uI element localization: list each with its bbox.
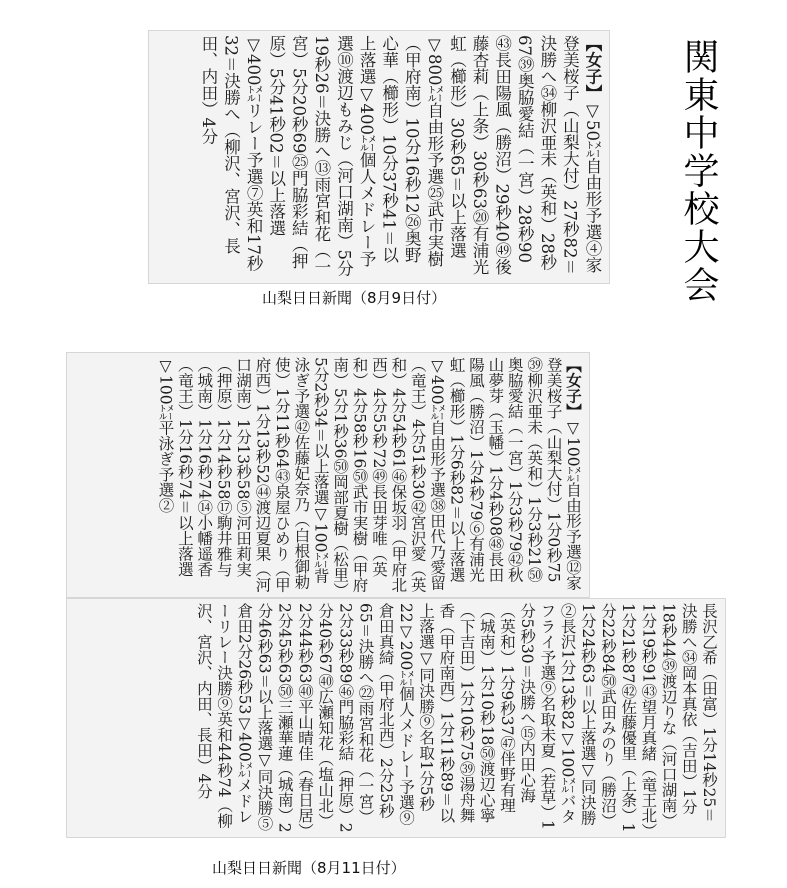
- results-text: ▽50㍍自由形予選④家登美桜子（山梨大付）27秒82＝決勝へ㉞柳沢亜未（英和）28秒67㊴奥脇愛結（一宮）28秒90㊸長田陽風（勝沼）29秒40㊾後藤杏莉（上条）30秒63⑳有浦光虹（櫛形）30秒65＝以上落選▽800㍍自由形予選㉕武市実樹（甲府南）10分16秒12㉖奥野心華（櫛形）10分37秒41＝以上落選▽400㍍個人メドレー予選⑩渡辺もみじ（河口湖南）5分19秒26＝決勝へ⑬雨宮和花（一宮）5分20秒69㉕門脇彩結（押原）5分41秒02＝以上落選▽400㍍リレー予選⑦英和17秒32＝決勝へ（柳沢、宮沢、長田、内田）4分: [198, 35, 602, 277]
- page-title: 関東中学校大会: [678, 38, 719, 304]
- section-heading-women: 【女子】: [564, 357, 583, 419]
- newspaper-clipping-aug11-top: [66, 352, 590, 598]
- clipping-text-column: [73, 603, 719, 833]
- clipping-text-column: [73, 357, 583, 593]
- newspaper-clipping-aug11-bottom: [66, 598, 726, 838]
- results-text: ▽100㍍自由形予選⑫家登美桜子（山梨大付）1分0秒75㊴柳沢亜未（英和）1分3秒21㊿奥脇愛結（一宮）1分3秒79㊷秋山夢芽（玉幡）1分4秒08㊽長田陽風（勝沼）1分4秒79⑥有浦光虹（櫛形）1分6秒82＝以上落選▽400㍍自由形予選㊳田代乃愛留（竜王）4分51秒30㊷宮沢愛（英和）4分54秒61㊻保坂羽（甲府北西）4分55秒72㊾長田芽唯（英和）4分58秒16㊿武市実樹（甲府南）5分1秒36㊿岡部夏樹（松里）5分2秒34＝以上落選▽100㍍背泳ぎ予選㊷佐藤妃奈乃（白根御勅使）1分11秒64㊸泉屋ひめり（甲府西）1分13秒52㊹渡辺夏果（河口湖南）1分13秒58⑤河田莉実（押原）1分14秒58⑰駒井雅与（城南）1分16秒74⑭小幡遥香（竜王）1分16秒74＝以上落選▽100㍍平泳ぎ予選②: [156, 357, 582, 593]
- clipping-body: [155, 357, 583, 593]
- results-text: 長沢乙希（田富）1分14秒25＝決勝へ㉞岡本真依（吉田）1分18秒44㊴渡辺りな（河口湖南）1分19秒91㊸望月真緒（竜王北）1分21秒87㊷佐藤優里（上条）1分22秒84㊿武田みのり（勝沼）1分24秒63＝以上落選▽同決勝②長沢1分13秒82▽100㍍バタフライ予選⑨名取未夏（若草）1分5秒30＝決勝へ⑮内田心海（英和）1分9秒37㊼伴野有理（城南）1分10秒18㊿渡辺心寧（下吉田）1分10秒75㊴湯舟舞香（甲府南西）1分11秒89＝以上落選▽同決勝⑨名取1分5秒22▽200㍍個人メドレー予選⑨倉田真綺（甲府北西）2分25秒65＝決勝へ㉒雨宮和花（一宮）2分33秒89㊻門脇彩結（押原）2分40秒67㊵広瀬知花（塩山北）2分44秒63㊵平山晴佳（春日居）2分45秒63㊿三瀬華蓮（城南）2分46秒63＝以上落選▽同決勝⑤倉田2分26秒53▽400㍍メドレーリレー決勝⑨英和44秒74（柳沢、宮沢、内田、長田）4分: [194, 603, 718, 833]
- clipping-body: [194, 603, 719, 833]
- caption-aug11: 山梨日日新聞（8月11日付）: [212, 859, 406, 877]
- clipping-body: [196, 35, 603, 279]
- newspaper-clipping-aug9: [148, 30, 610, 284]
- caption-aug9: 山梨日日新聞（8月9日付）: [262, 289, 447, 307]
- section-heading-women: 【女子】: [583, 35, 602, 101]
- clipping-text-column: [155, 35, 603, 279]
